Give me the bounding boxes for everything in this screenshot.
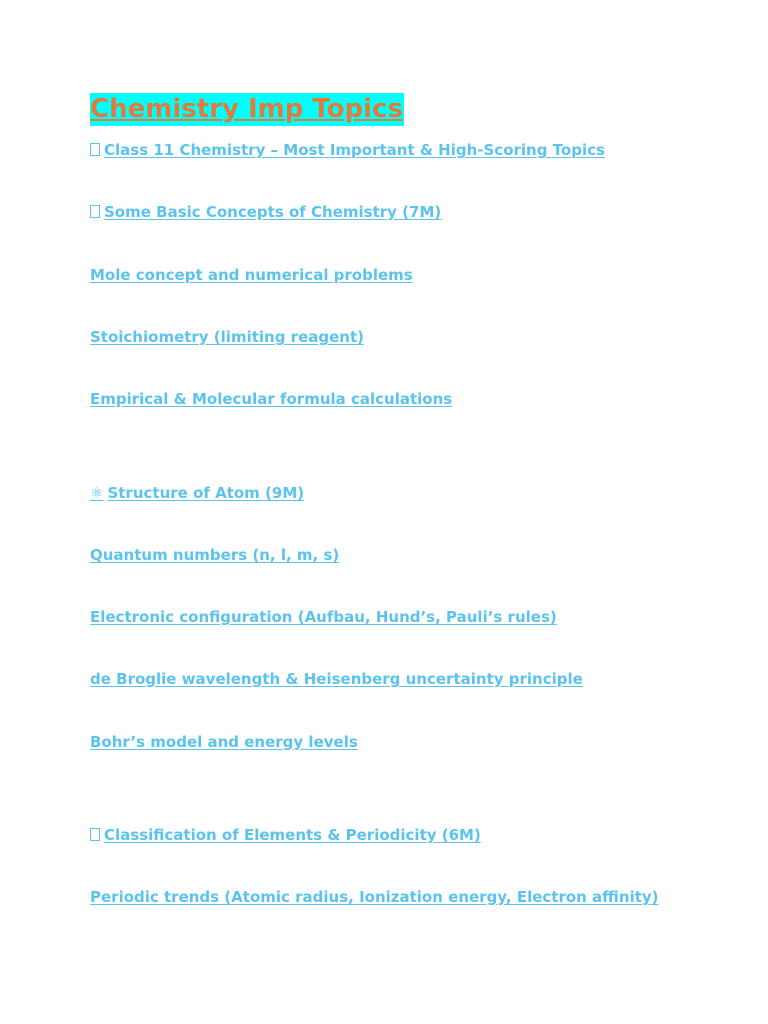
heading-class-11-topics[interactable] — [90, 141, 605, 159]
atom-icon: ⚛ — [90, 484, 104, 502]
line-text: Structure of Atom (9M) — [107, 484, 305, 502]
heading-classification-elements[interactable] — [90, 826, 481, 844]
missing-glyph-icon — [90, 205, 100, 218]
line-text: Stoichiometry (limiting reagent) — [90, 328, 364, 346]
topic-mole-concept[interactable] — [90, 266, 413, 284]
topic-de-broglie[interactable] — [90, 670, 583, 688]
topic-stoichiometry[interactable] — [90, 328, 364, 346]
line-text: Electronic configuration (Aufbau, Hund’s, Pauli’s rules) — [90, 608, 557, 626]
line-text: Classification of Elements & Periodicity (6M) — [104, 826, 481, 844]
topic-quantum-numbers[interactable] — [90, 546, 339, 564]
topic-bohr-model[interactable] — [90, 733, 358, 751]
missing-glyph-icon — [90, 828, 100, 841]
missing-glyph-icon — [90, 143, 100, 156]
document-title: Chemistry Imp Topics — [90, 94, 403, 124]
heading-basic-concepts[interactable] — [90, 203, 441, 221]
line-text: Periodic trends (Atomic radius, Ionization energy, Electron affinity) — [90, 888, 659, 906]
line-text: Bohr’s model and energy levels — [90, 733, 358, 751]
line-text: Empirical & Molecular formula calculations — [90, 390, 453, 408]
heading-structure-of-atom[interactable] — [90, 484, 304, 502]
line-text: Mole concept and numerical problems — [90, 266, 413, 284]
line-text: de Broglie wavelength & Heisenberg uncertainty principle — [90, 670, 583, 688]
line-text: Some Basic Concepts of Chemistry (7M) — [104, 203, 442, 221]
topic-periodic-trends[interactable] — [90, 888, 659, 906]
topic-electronic-configuration[interactable] — [90, 608, 557, 626]
line-text: Quantum numbers (n, l, m, s) — [90, 546, 340, 564]
topic-empirical-formula[interactable] — [90, 390, 452, 408]
line-text: Class 11 Chemistry – Most Important & High-Scoring Topics — [104, 141, 605, 159]
